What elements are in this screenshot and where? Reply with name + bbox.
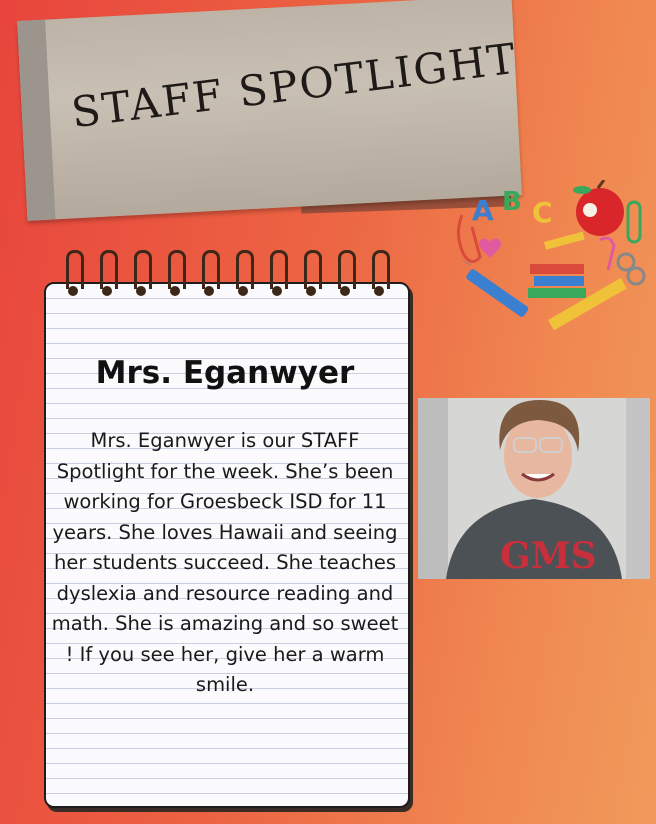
apple-icon: [573, 180, 624, 236]
spiral-ring: [338, 250, 352, 294]
spiral-ring: [168, 250, 182, 294]
staff-name: Mrs. Eganwyer: [95, 355, 355, 391]
shirt-text: GMS: [500, 535, 597, 577]
spiral-ring: [236, 250, 250, 294]
portrait-image: [418, 398, 650, 579]
school-supplies-heart: [450, 180, 656, 350]
crayon-icon: [460, 258, 529, 318]
spiral-ring: [270, 250, 284, 294]
paperclip-icon: [628, 202, 640, 242]
letter-a-icon: [472, 194, 494, 227]
letter-b-icon: [502, 187, 522, 217]
svg-text:C: C: [532, 196, 553, 229]
pencil-icon: [544, 232, 585, 250]
spiral-ring: [100, 250, 114, 294]
spiral-ring: [202, 250, 216, 294]
spiral-ring: [372, 250, 386, 294]
books-icon: [528, 264, 586, 298]
spiral-ring: [66, 250, 80, 294]
svg-text:B: B: [502, 187, 522, 217]
spiral-ring: [304, 250, 318, 294]
letter-c-icon: [532, 196, 553, 229]
page-title: STAFF SPOTLIGHT: [68, 33, 520, 138]
staff-description: Mrs. Eganwyer is our STAFF Spotlight for the week. She’s been working for Groesbeck ISD for 11 years. She loves Hawaii and seeing her students succeed. She teaches dyslexia and resource reading and math. She is amazing and so sweet ! If you see her, give her a warm smile.: [51, 429, 399, 696]
paperclip-icon: [600, 238, 614, 270]
staff-photo: [418, 398, 650, 579]
heart-icon: [479, 239, 501, 258]
spiral-ring: [134, 250, 148, 294]
title-banner: [17, 0, 522, 221]
svg-text:A: A: [472, 194, 494, 227]
glasses-icon: [618, 254, 644, 284]
